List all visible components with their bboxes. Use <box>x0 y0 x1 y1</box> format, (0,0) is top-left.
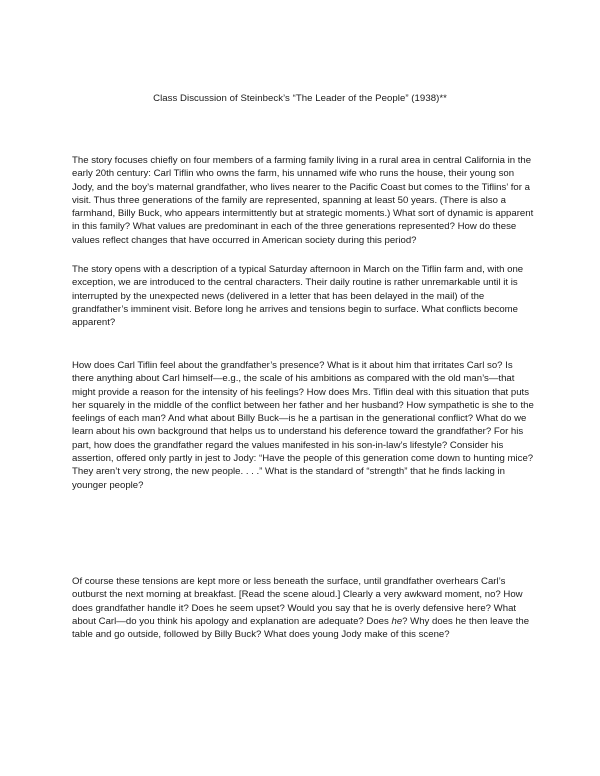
paragraph-text: The story opens with a description of a typical Saturday afternoon in March on the Tiflin farm and, with one exception, we are introduced to the central characters. Their daily routine is rather unremarkable until it is interrupted by the unexpected news (delivered in a letter that has been delayed in the mail) of the grandfather’s imminent visit. Before long he arrives and tensions begin to surface. What conflicts become apparent? <box>72 264 524 329</box>
paragraph-carl-feelings <box>72 359 534 492</box>
paragraph-text: The story focuses chiefly on four members of a farming family living in a rural area in central California in the early 20th century: Carl Tiflin who owns the farm, his unnamed wife who runs the house, their young son Jody, and the boy’s maternal grandfather, who lives nearer to the Pacific Coast but comes to the Tiflins’ for a visit. Thus three generations of the family are represented, spanning at least 50 years. (There is also a farmhand, Billy Buck, who appears intermittently but at strategic moments.) What sort of dynamic is apparent in this family? What values are predominant in each of the three generations represented? How do these values reflect changes that have occurred in American society during this period? <box>72 155 534 246</box>
paragraph-text: ? Why does he then leave the table and go outside, followed by Billy Buck? What does young Jody make of this scene? <box>72 615 530 641</box>
paragraph-text: Of course these tensions are kept more or less beneath the surface, until grandfather overhears Carl’s outburst the next morning at breakfast. [Read the scene aloud.] Clearly a very awkward moment, no? How does grandfather handle it? Does he seem upset? Would you say that he is overly defensive here? What about Carl—do you think his apology and explanation are adequate? Does <box>72 576 523 627</box>
paragraph-emphasis: he <box>391 615 403 627</box>
paragraph-family-dynamics <box>72 154 534 247</box>
paragraph-breakfast-scene <box>72 575 534 641</box>
paragraph-story-opening <box>72 263 534 329</box>
document-title: Class Discussion of Steinbeck’s “The Leader of the People” (1938)** <box>153 93 447 104</box>
paragraph-text: How does Carl Tiflin feel about the grandfather’s presence? What is it about him that irritates Carl so? Is there anything about Carl himself—e.g., the scale of his ambitions as compared with the old man’s—that might provide a reason for the intensity of his feelings? How does Mrs. Tiflin deal with this situation that puts her squarely in the middle of the conflict between her father and her husband? How sympathetic is she to the feelings of each man? And what about Billy Buck—is he a partisan in the generational conflict? What do we learn about his own background that helps us to understand his deference toward the grandfather? For his part, how does the grandfather regard the values manifested in his son-in-law’s lifestyle? Consider his assertion, offered only partly in jest to Jody: “Have the people of this generation come down to hunting mice? They aren’t very strong, the new people. . . .” What is the standard of “strength” that he finds lacking in younger people? <box>72 360 534 491</box>
